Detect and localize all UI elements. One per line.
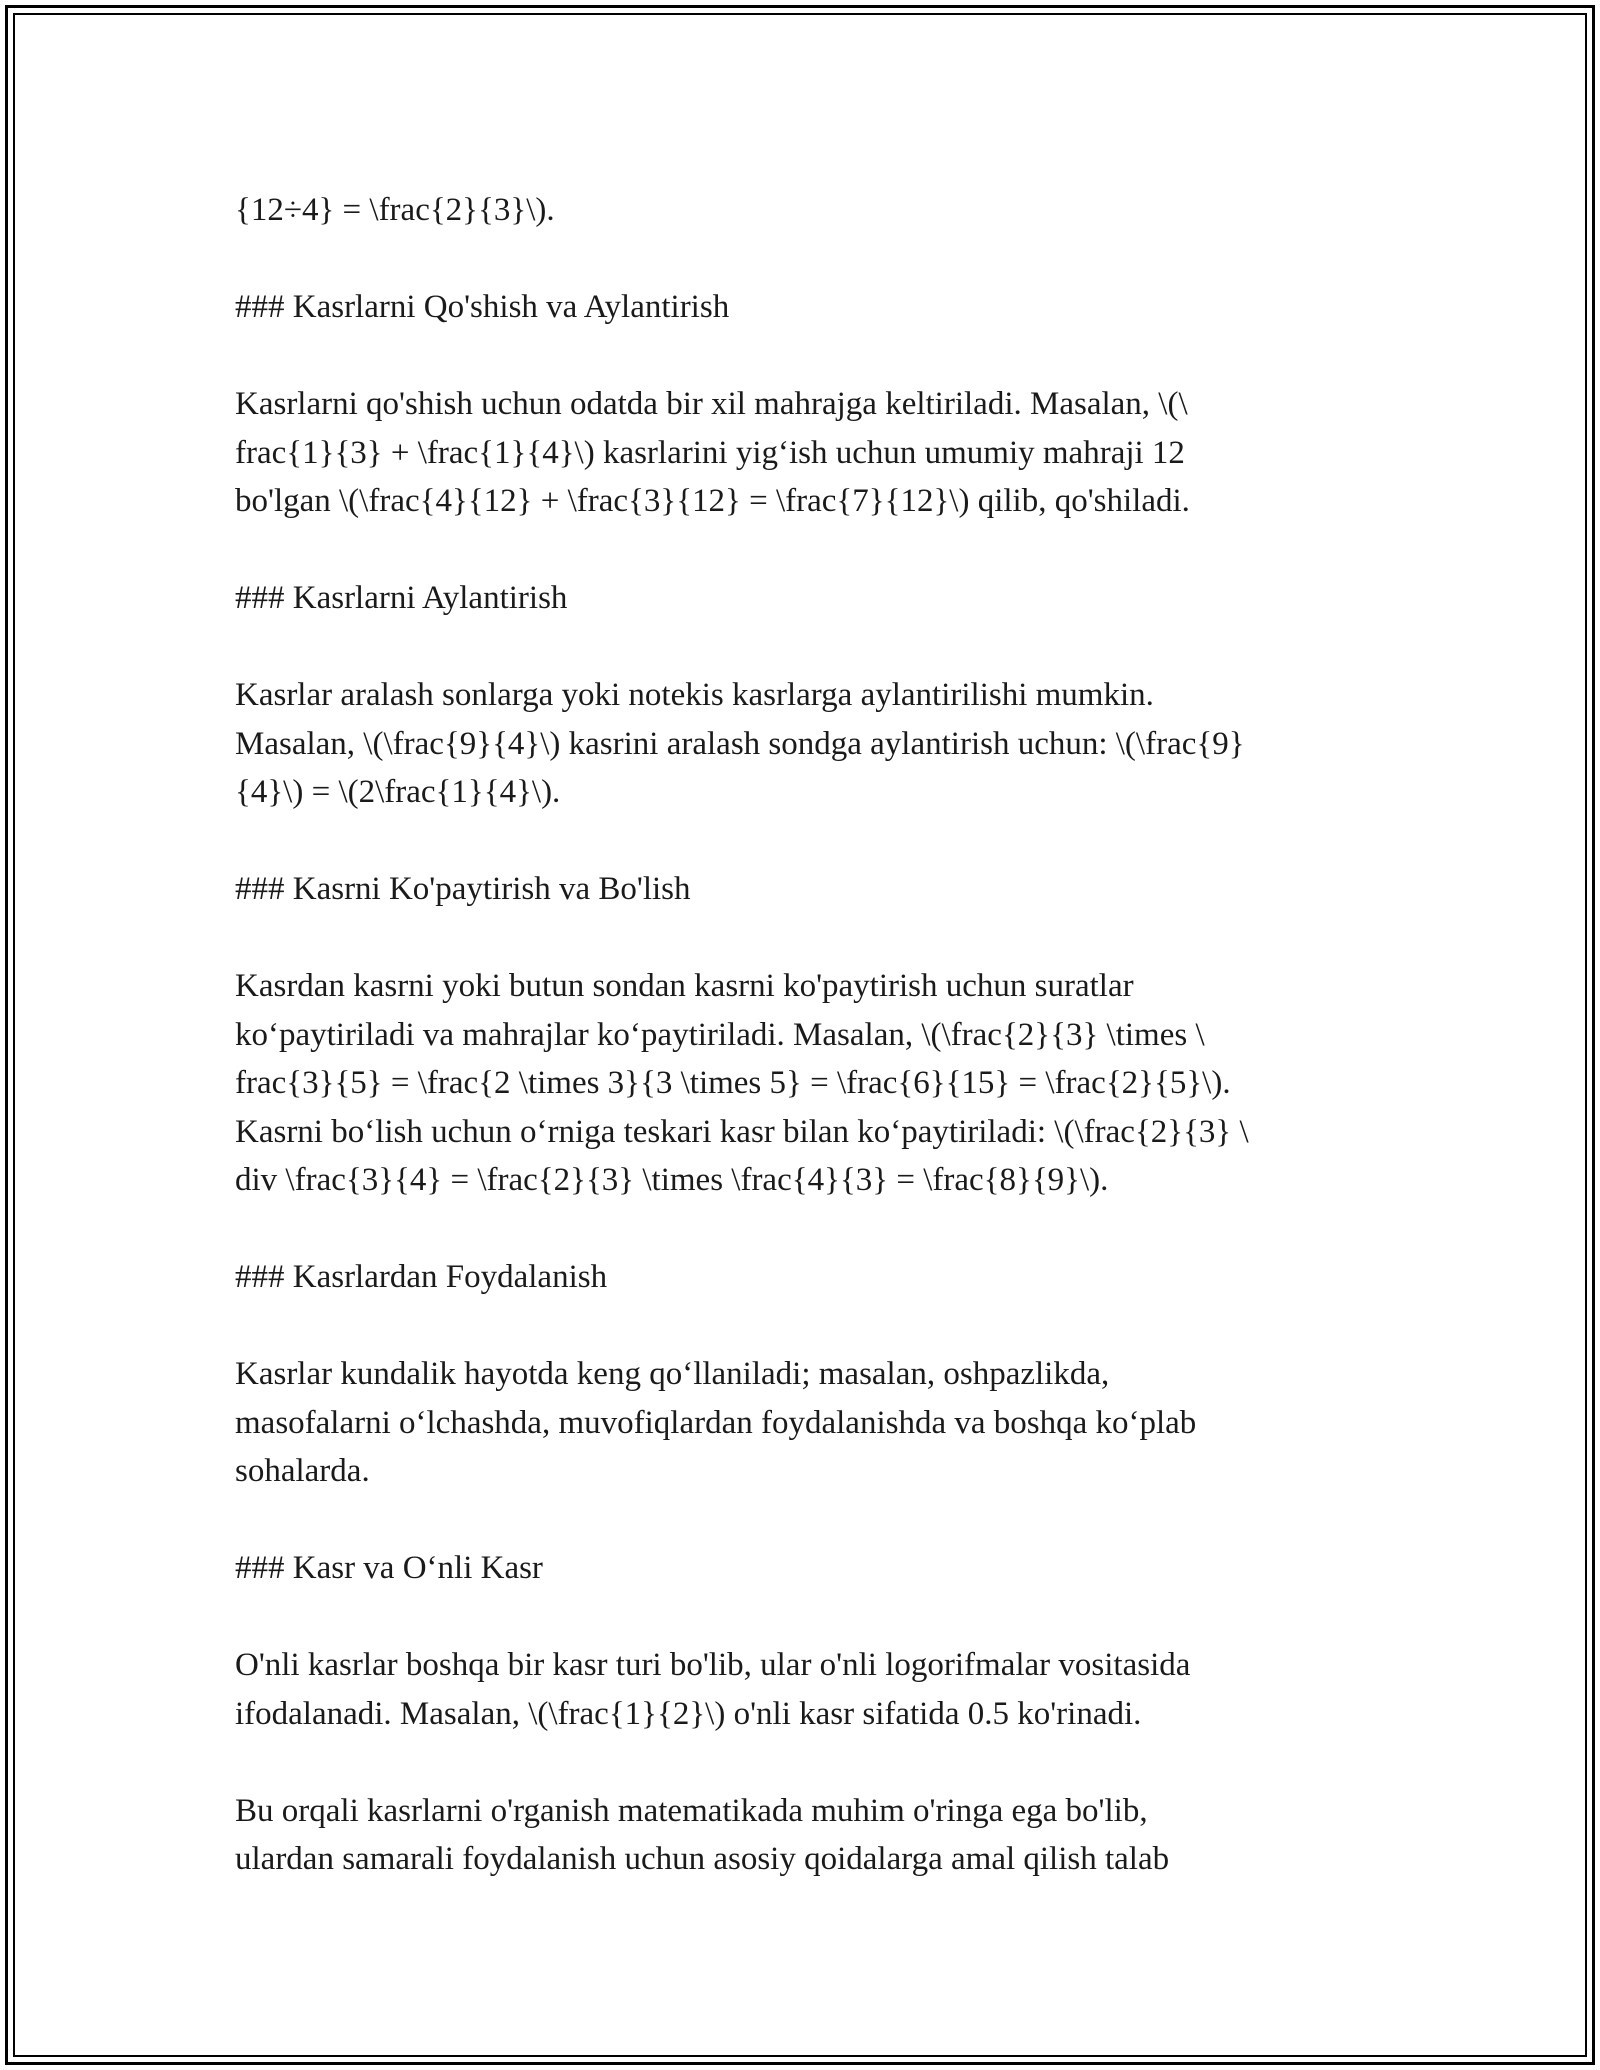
paragraph-fraction-continuation xyxy=(235,186,1385,235)
paragraph-decimal xyxy=(235,1641,1385,1738)
text-line: O'nli kasrlar boshqa bir kasr turi bo'lib, ular o'nli logorifmalar vositasida xyxy=(235,1647,1191,1683)
section-heading-decimal xyxy=(235,1544,1385,1593)
paragraph-conversion xyxy=(235,671,1385,817)
heading-text: ### Kasrlardan Foydalanish xyxy=(235,1259,608,1295)
document-body xyxy=(235,186,1385,1884)
text-line: Masalan, \(\frac{9}{4}\) kasrini aralash sondga aylantirish uchun: \(\frac{9} xyxy=(235,725,1245,762)
heading-text: ### Kasrlarni Aylantirish xyxy=(235,580,568,616)
text-line: Kasrlar kundalik hayotda keng qo‘llaniladi; masalan, oshpazlikda, xyxy=(235,1356,1110,1392)
text-line: Kasrlarni qo'shish uchun odatda bir xil mahrajga keltiriladi. Masalan, \(\ xyxy=(235,386,1188,422)
text-line: Bu orqali kasrlarni o'rganish matematikada muhim o'ringa ega bo'lib, xyxy=(235,1792,1148,1829)
text-line: Kasrdan kasrni yoki butun sondan kasrni ko'paytirish uchun suratlar xyxy=(235,968,1134,1004)
text-line: masofalarni o‘lchashda, muvofiqlardan foydalanishda va boshqa ko‘plab xyxy=(235,1404,1197,1441)
text-line: {4}\) = \(2\frac{1}{4}\). xyxy=(235,774,561,810)
text-line: {12÷4} = \frac{2}{3}\). xyxy=(235,192,555,228)
heading-text: ### Kasrni Ko'paytirish va Bo'lish xyxy=(235,871,691,907)
text-line: sohalarda. xyxy=(235,1453,370,1489)
text-line: frac{1}{3} + \frac{1}{4}\) kasrlarini yig‘ish uchun umumiy mahraji 12 xyxy=(235,434,1185,471)
heading-text: ### Kasr va O‘nli Kasr xyxy=(235,1550,543,1586)
text-line: bo'lgan \(\frac{4}{12} + \frac{3}{12} = \frac{7}{12}\) qilib, qo'shiladi. xyxy=(235,483,1190,519)
paragraph-usage xyxy=(235,1350,1385,1496)
paragraph-addition xyxy=(235,380,1385,526)
section-heading-multiplication xyxy=(235,865,1385,914)
paragraph-conclusion xyxy=(235,1787,1385,1884)
section-heading-addition xyxy=(235,283,1385,332)
text-line: ulardan samarali foydalanish uchun asosiy qoidalarga amal qilish talab xyxy=(235,1841,1170,1877)
section-heading-conversion xyxy=(235,574,1385,623)
text-line: Kasrlar aralash sonlarga yoki notekis kasrlarga aylantirilishi mumkin. xyxy=(235,677,1154,713)
paragraph-multiplication xyxy=(235,962,1385,1205)
text-line: ifodalanadi. Masalan, \(\frac{1}{2}\) o'nli kasr sifatida 0.5 ko'rinadi. xyxy=(235,1695,1142,1732)
text-line: ko‘paytiriladi va mahrajlar ko‘paytiriladi. Masalan, \(\frac{2}{3} \times \ xyxy=(235,1016,1205,1053)
section-heading-usage xyxy=(235,1253,1385,1302)
text-line: Kasrni bo‘lish uchun o‘rniga teskari kasr bilan ko‘paytiriladi: \(\frac{2}{3} \ xyxy=(235,1113,1249,1150)
heading-text: ### Kasrlarni Qo'shish va Aylantirish xyxy=(235,289,730,325)
text-line: div \frac{3}{4} = \frac{2}{3} \times \frac{4}{3} = \frac{8}{9}\). xyxy=(235,1162,1109,1198)
text-line: frac{3}{5} = \frac{2 \times 3}{3 \times 5} = \frac{6}{15} = \frac{2}{5}\). xyxy=(235,1065,1231,1101)
